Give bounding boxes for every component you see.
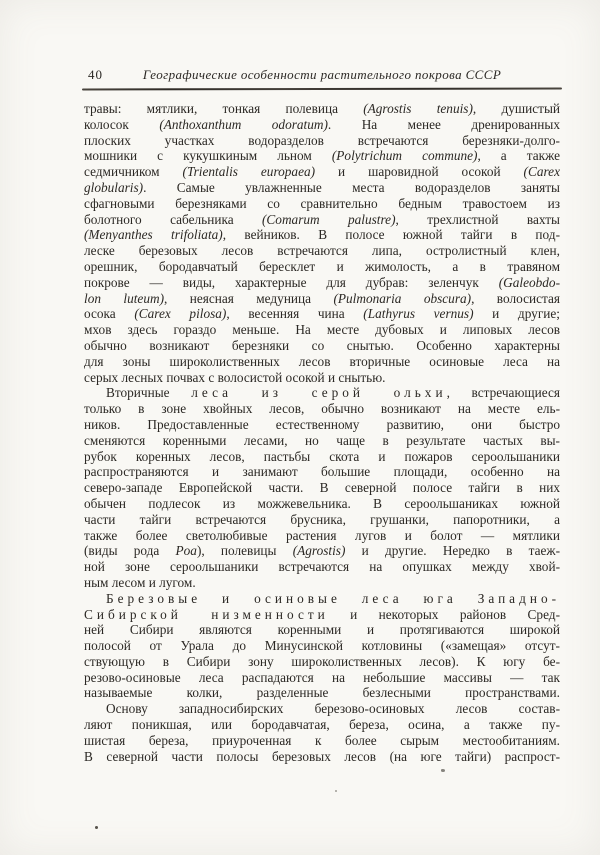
text-run: леске березовых лесов встречаются липа, остролистный клен, bbox=[84, 243, 560, 259]
text-line bbox=[84, 164, 560, 180]
text-line bbox=[84, 480, 560, 496]
text-run: , неясная медуница bbox=[164, 290, 334, 306]
emphasized-phrase: леса из серой ольхи bbox=[191, 385, 447, 401]
text-run: ), полевицы bbox=[196, 543, 293, 559]
latin-species-name: Poa bbox=[175, 543, 197, 559]
text-run: и другие; bbox=[473, 306, 560, 322]
text-line bbox=[84, 243, 560, 259]
text-line bbox=[84, 117, 560, 133]
emphasized-phrase: Сибирской низменности bbox=[84, 606, 329, 622]
text-run: орешник, бородавчатый бересклет и жимолость, а в травяном bbox=[84, 258, 560, 274]
text-line bbox=[84, 259, 560, 275]
text-run: , а также bbox=[477, 148, 560, 164]
text-run: ней Сибири являются коренными и протягиваются широкой bbox=[84, 622, 560, 638]
text-line bbox=[84, 433, 560, 449]
text-line bbox=[84, 654, 560, 670]
latin-species-name: (Galeobdo- bbox=[498, 274, 560, 290]
text-line bbox=[84, 291, 560, 307]
text-line bbox=[84, 685, 560, 701]
text-line bbox=[84, 749, 560, 765]
scan-speck bbox=[95, 826, 98, 829]
text-run: распространяются и занимают большие площади, особенно на bbox=[84, 464, 560, 480]
text-run: ствующую в Сибири зону широколиственных лесов). К югу бе- bbox=[84, 653, 560, 669]
text-line bbox=[84, 212, 560, 228]
text-line bbox=[84, 133, 560, 149]
latin-species-name: (Comarum palustre) bbox=[262, 211, 396, 227]
text-run: , волосистая bbox=[471, 290, 560, 306]
text-run: . На менее дренированных bbox=[327, 116, 560, 132]
scan-speck bbox=[441, 769, 445, 772]
text-line bbox=[84, 101, 560, 117]
running-head bbox=[84, 66, 560, 84]
text-line bbox=[84, 196, 560, 212]
latin-species-name: (Carex bbox=[523, 164, 560, 180]
text-line bbox=[84, 528, 560, 544]
text-run: только в зоне хвойных лесов, обычно возникают на месте ель- bbox=[84, 401, 560, 417]
text-line bbox=[84, 670, 560, 686]
text-run: серых лесных почвах с волосистой осокой и снытью. bbox=[84, 369, 386, 385]
text-run: . Самые увлажненные места водоразделов заняты bbox=[143, 179, 560, 195]
text-run: , вейников. В полосе южной тайги в под- bbox=[222, 227, 561, 243]
text-run: В северной части полосы березовых лесов (на юге тайги) распрост- bbox=[84, 748, 560, 764]
text-run: и некоторых районов Сред- bbox=[328, 606, 560, 622]
text-run: северо-западе Европейской части. В северной полосе тайги в них bbox=[84, 480, 560, 496]
text-run: травы: мятлики, тонкая полевица bbox=[84, 101, 364, 116]
text-run: мошники с кукушкиным льном bbox=[84, 148, 332, 164]
text-line bbox=[84, 148, 560, 164]
text-line bbox=[84, 733, 560, 749]
text-run: болотного сабельника bbox=[84, 211, 262, 227]
text-line bbox=[84, 180, 560, 196]
text-run: осока bbox=[84, 306, 135, 322]
text-run: покрове — виды, характерные для дубрав: зеленчук bbox=[84, 274, 499, 290]
scan-speck bbox=[335, 790, 337, 792]
text-line bbox=[84, 464, 560, 480]
text-run: мхов здесь гораздо меньше. На месте дубовых и липовых лесов bbox=[84, 322, 560, 338]
text-line bbox=[84, 638, 560, 654]
text-line bbox=[84, 401, 560, 417]
latin-species-name: (Pulmonaria obscura) bbox=[333, 290, 472, 306]
text-run: , весенняя чина bbox=[226, 306, 364, 322]
latin-species-name: (Agrostis) bbox=[292, 543, 346, 559]
page-number: 40 bbox=[88, 67, 103, 82]
text-line bbox=[84, 607, 560, 623]
latin-species-name: (Lathyrus vernus) bbox=[363, 306, 474, 322]
text-run: седмичником bbox=[84, 164, 183, 180]
latin-species-name: lon luteum) bbox=[84, 290, 164, 306]
text-line bbox=[84, 622, 560, 638]
latin-species-name: (Polytrichum commune) bbox=[331, 148, 478, 164]
text-line bbox=[84, 417, 560, 433]
text-line bbox=[84, 370, 560, 386]
text-run: полосой от Урала до Минусинской котловины («замещая» отсут- bbox=[84, 638, 560, 654]
text-run: ным лесом и лугом. bbox=[84, 574, 196, 590]
emphasized-phrase: Березовые и осиновые леса юга Западно- bbox=[106, 590, 560, 606]
text-line bbox=[84, 559, 560, 575]
text-run: обычно возникают березняки со снытью. Особенно характерны bbox=[84, 337, 560, 353]
text-run: ной зоне сероольшаники встречаются на опушках между хвой- bbox=[84, 559, 560, 575]
text-run: Вторичные bbox=[106, 385, 192, 401]
text-run: , трехлистной вахты bbox=[395, 211, 560, 227]
text-line bbox=[84, 306, 560, 322]
text-run: плоских участках водоразделов встречаются березняки-долго- bbox=[84, 132, 560, 148]
text-run: сменяются коренными лесами, но чаще в результате частых вы- bbox=[84, 432, 560, 448]
text-line bbox=[84, 717, 560, 733]
text-line bbox=[84, 322, 560, 338]
text-run: Основу западносибирских березово-осиновых лесов состав- bbox=[106, 701, 560, 717]
text-line bbox=[84, 227, 560, 243]
text-run: и другие. Нередко в таеж- bbox=[345, 543, 560, 559]
text-run: обычен подлесок из можжевельника. В сероольшаниках южной bbox=[84, 495, 560, 511]
text-line bbox=[84, 591, 560, 607]
text-run: ляют поникшая, или бородавчатая, береза, осина, а также пу- bbox=[84, 717, 560, 733]
text-run: колосок bbox=[84, 116, 160, 132]
text-run: резово-осиновые леса распадаются на небольшие массивы — так bbox=[84, 669, 560, 685]
text-run: также более светолюбивые растения лугов и болот — мятлики bbox=[84, 527, 560, 543]
header-rule bbox=[82, 87, 562, 90]
text-run: ников. Предоставленные естественному развитию, они быстро bbox=[84, 416, 560, 432]
text-run: , душистый bbox=[472, 101, 560, 116]
text-run: шистая береза, приуроченная к более сырым местообитаниям. bbox=[84, 732, 560, 748]
text-line bbox=[84, 449, 560, 465]
text-run: сфагновыми березняками со сравнительно бедным травостоем из bbox=[84, 195, 560, 211]
running-title: Географические особенности растительного покрова СССР bbox=[142, 67, 502, 82]
latin-species-name: (Agrostis tenuis) bbox=[363, 101, 473, 116]
text-line bbox=[84, 512, 560, 528]
latin-species-name: (Anthoxanthum odoratum) bbox=[159, 116, 328, 132]
text-run: (виды рода bbox=[84, 543, 176, 559]
latin-species-name: (Trientalis europaea) bbox=[182, 164, 316, 180]
text-run: и шаровидной осокой bbox=[315, 164, 524, 180]
text-run: , встречающиеся bbox=[446, 385, 560, 401]
text-line bbox=[84, 575, 560, 591]
text-line bbox=[84, 701, 560, 717]
latin-species-name: (Carex pilosa) bbox=[134, 306, 227, 322]
text-line bbox=[84, 338, 560, 354]
text-line bbox=[84, 543, 560, 559]
latin-species-name: globularis) bbox=[84, 179, 144, 195]
text-line bbox=[84, 354, 560, 370]
text-line bbox=[84, 385, 560, 401]
text-run: называемые колки, разделенные безлесными пространствами. bbox=[84, 685, 560, 701]
text-run: рубок коренных лесов, пастьбы скота и пожаров сероольшаники bbox=[84, 448, 560, 464]
text-line bbox=[84, 275, 560, 291]
page-body bbox=[84, 101, 560, 764]
text-line bbox=[84, 496, 560, 512]
text-run: части тайги встречаются брусника, грушанки, папоротники, а bbox=[84, 511, 560, 527]
latin-species-name: (Menyanthes trifoliata) bbox=[84, 227, 223, 243]
text-run: для зоны широколиственных лесов вторичные осиновые леса на bbox=[84, 353, 560, 369]
